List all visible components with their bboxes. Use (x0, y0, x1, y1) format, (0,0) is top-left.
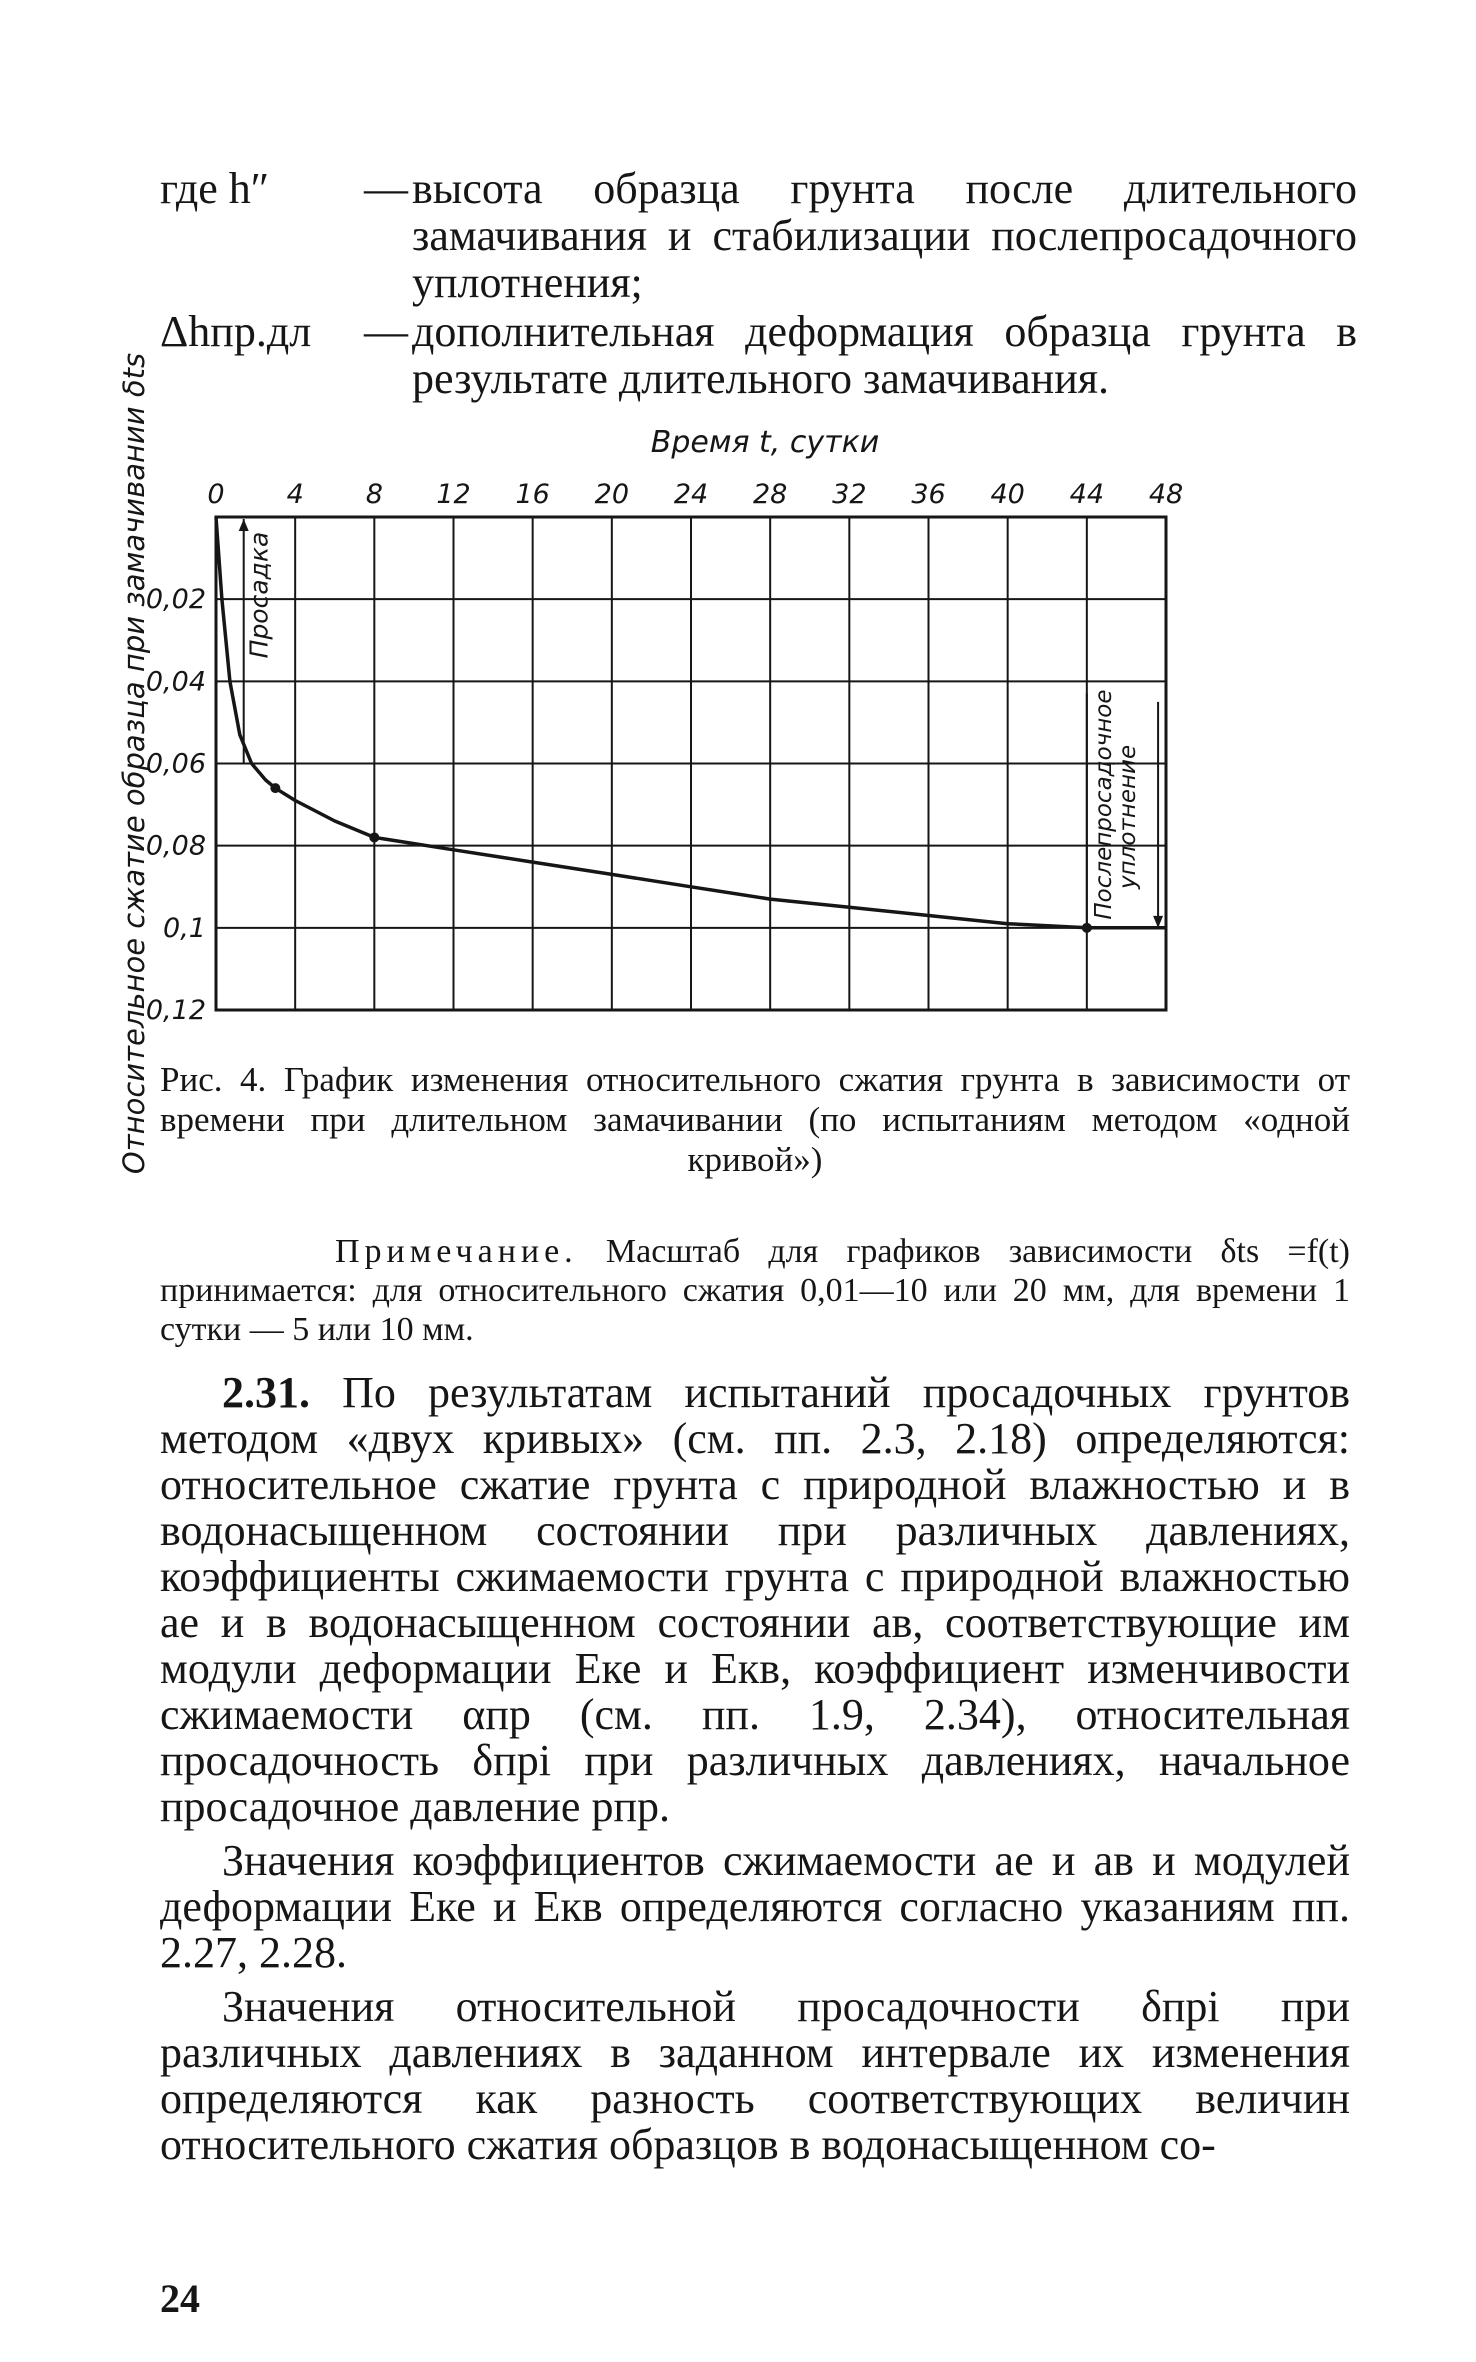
definition-item (160, 165, 1360, 306)
subsidence-label: Просадка (244, 531, 274, 659)
x-tick-label: 32 (832, 479, 867, 510)
paragraph (160, 1838, 1350, 1976)
definitions-block (160, 165, 1360, 404)
post-subsidence-label: уплотнение (1114, 744, 1141, 889)
chart-annotations (239, 519, 1163, 928)
x-tick-label: 4 (286, 479, 304, 510)
x-tick-label: 12 (436, 479, 471, 510)
data-point (369, 832, 379, 842)
arrow-icon (239, 519, 249, 531)
post-subsidence-label: Послепросадочное (1090, 689, 1117, 920)
figure-caption: Рис. 4. График изменения относительного сжатия грунта в зависимости от времени при длительном замачивании (по испытаниям методом «одной кривой») (160, 1060, 1350, 1179)
note-text: Масштаб для графиков зависимости δts =f(t) принимается: для относительного сжатия 0,01—10 или 20 мм, для времени 1 сутки — 5 или 10 мм. (160, 1233, 1350, 1348)
paragraph (160, 1370, 1350, 1830)
page-number: 24 (160, 2276, 200, 2321)
x-axis-label: Время t, сутки (650, 425, 880, 460)
data-point (270, 783, 280, 793)
y-tick-labels (146, 584, 206, 1026)
y-tick-label: 0,02 (145, 584, 206, 616)
definition-term: Δhпр.дл (160, 307, 312, 356)
arrow-icon (1153, 916, 1163, 928)
x-tick-label: 8 (365, 479, 383, 510)
definition-dash: — (364, 307, 408, 356)
paragraph-number: 2.31. (222, 1368, 310, 1417)
definition-item (160, 308, 1360, 402)
note-label: Примечание. (335, 1233, 578, 1270)
definition-text: дополнительная деформация образца грунта в результате длительного замачивания. (412, 307, 1357, 403)
paragraph (160, 1984, 1350, 2168)
x-tick-label: 24 (673, 479, 709, 510)
x-tick-label: 48 (1148, 479, 1184, 510)
x-tick-label: 20 (594, 479, 630, 510)
paragraph-text: Значения относительной просадочности δпрi при различных давлениях в заданном интервале их изменения определяются как разность соответствующих величин относительного сжатия образцов в водонасыщенном со- (160, 1982, 1350, 2169)
x-tick-label: 44 (1069, 479, 1105, 510)
x-tick-label: 36 (911, 479, 946, 510)
y-tick-label: 0,04 (145, 666, 206, 698)
x-tick-label: 40 (990, 479, 1025, 510)
x-tick-label: 28 (752, 479, 788, 510)
x-tick-label: 0 (207, 479, 225, 510)
paragraph-text: По результатам испытаний просадочных грунтов методом «двух кривых» (см. пп. 2.3, 2.18) определяются: относительное сжатие грунта с природной влажностью и в водонасыщенном состоянии при различных давлениях, коэффициенты сжимаемости грунта с природной влажностью ae и в водонасыщенном состоянии aв, соответствующие им модули деформации Eке и Eкв, коэффициент изменчивости сжимаемости αпр (см. пп. 1.9, 2.34), относительная просадочность δпрi при различных давлениях, начальное просадочное давление pпр. (160, 1368, 1350, 1831)
definition-term: где h″ (160, 164, 270, 213)
main-text (160, 1370, 1350, 2176)
note-block (160, 1232, 1350, 1349)
chart-grid (216, 517, 1166, 1010)
y-tick-label: 0,08 (145, 830, 206, 862)
y-tick-label: 0,1 (163, 912, 206, 944)
definition-dash: — (364, 164, 408, 213)
y-tick-label: 0,06 (145, 748, 206, 780)
definition-text: высота образца грунта после длительного замачивания и стабилизации послепросадочного уплотнения; (412, 164, 1357, 307)
paragraph-text: Значения коэффициентов сжимаемости ae и aв и модулей деформации Eке и Eкв определяются согласно указаниям пп. 2.27, 2.28. (160, 1836, 1350, 1977)
x-tick-labels (207, 479, 1183, 510)
y-tick-label: 0,12 (145, 995, 206, 1026)
y-axis-label: Относительное сжатие образца при замачивании δts (117, 352, 151, 1175)
x-tick-label: 16 (515, 479, 550, 510)
